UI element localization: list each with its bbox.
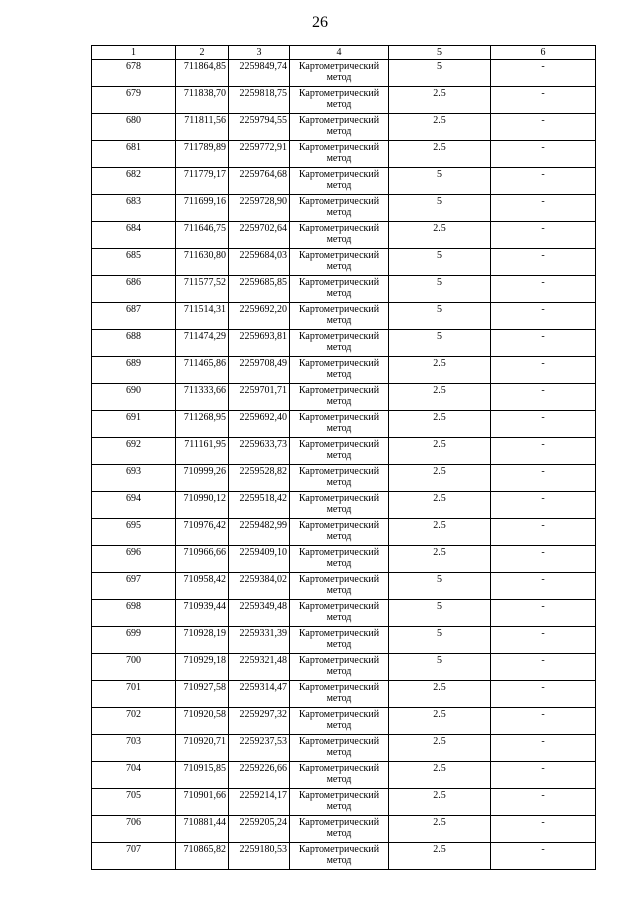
method-cell: Картометрический метод <box>290 600 389 627</box>
method-cell: Картометрический метод <box>290 816 389 843</box>
y-coordinate-cell: 2259321,48 <box>229 654 290 681</box>
method-cell: Картометрический метод <box>290 411 389 438</box>
y-coordinate-cell: 2259409,10 <box>229 546 290 573</box>
point-number-cell: 680 <box>92 114 176 141</box>
note-cell: - <box>491 492 596 519</box>
point-number-cell: 704 <box>92 762 176 789</box>
column-header: 4 <box>290 46 389 60</box>
x-coordinate-cell: 711838,70 <box>176 87 229 114</box>
note-cell: - <box>491 789 596 816</box>
point-number-cell: 690 <box>92 384 176 411</box>
method-cell: Картометрический метод <box>290 627 389 654</box>
table-row <box>92 789 596 816</box>
point-number-cell: 706 <box>92 816 176 843</box>
accuracy-cell: 2.5 <box>389 816 491 843</box>
table-row <box>92 519 596 546</box>
x-coordinate-cell: 711577,52 <box>176 276 229 303</box>
x-coordinate-cell: 711646,75 <box>176 222 229 249</box>
y-coordinate-cell: 2259701,71 <box>229 384 290 411</box>
note-cell: - <box>491 681 596 708</box>
point-number-cell: 698 <box>92 600 176 627</box>
method-cell: Картометрический метод <box>290 681 389 708</box>
accuracy-cell: 5 <box>389 600 491 627</box>
table-row <box>92 303 596 330</box>
x-coordinate-cell: 711699,16 <box>176 195 229 222</box>
note-cell: - <box>491 627 596 654</box>
table-row <box>92 843 596 870</box>
x-coordinate-cell: 710865,82 <box>176 843 229 870</box>
y-coordinate-cell: 2259764,68 <box>229 168 290 195</box>
accuracy-cell: 2.5 <box>389 222 491 249</box>
point-number-cell: 692 <box>92 438 176 465</box>
table-row <box>92 600 596 627</box>
note-cell: - <box>491 222 596 249</box>
page-number: 26 <box>312 14 328 31</box>
accuracy-cell: 5 <box>389 573 491 600</box>
note-cell: - <box>491 465 596 492</box>
y-coordinate-cell: 2259331,39 <box>229 627 290 654</box>
x-coordinate-cell: 711474,29 <box>176 330 229 357</box>
table-row <box>92 654 596 681</box>
y-coordinate-cell: 2259384,02 <box>229 573 290 600</box>
note-cell: - <box>491 411 596 438</box>
y-coordinate-cell: 2259180,53 <box>229 843 290 870</box>
accuracy-cell: 2.5 <box>389 546 491 573</box>
method-cell: Картометрический метод <box>290 573 389 600</box>
accuracy-cell: 2.5 <box>389 708 491 735</box>
x-coordinate-cell: 710928,19 <box>176 627 229 654</box>
y-coordinate-cell: 2259237,53 <box>229 735 290 762</box>
accuracy-cell: 2.5 <box>389 141 491 168</box>
table-row <box>92 168 596 195</box>
accuracy-cell: 2.5 <box>389 384 491 411</box>
header-row <box>92 46 596 60</box>
note-cell: - <box>491 357 596 384</box>
x-coordinate-cell: 711333,66 <box>176 384 229 411</box>
method-cell: Картометрический метод <box>290 492 389 519</box>
x-coordinate-cell: 711514,31 <box>176 303 229 330</box>
x-coordinate-cell: 710920,71 <box>176 735 229 762</box>
note-cell: - <box>491 249 596 276</box>
accuracy-cell: 2.5 <box>389 357 491 384</box>
method-cell: Картометрический метод <box>290 708 389 735</box>
note-cell: - <box>491 573 596 600</box>
method-cell: Картометрический метод <box>290 735 389 762</box>
table-row <box>92 141 596 168</box>
point-number-cell: 679 <box>92 87 176 114</box>
y-coordinate-cell: 2259794,55 <box>229 114 290 141</box>
point-number-cell: 684 <box>92 222 176 249</box>
y-coordinate-cell: 2259728,90 <box>229 195 290 222</box>
method-cell: Картометрический метод <box>290 195 389 222</box>
note-cell: - <box>491 195 596 222</box>
point-number-cell: 701 <box>92 681 176 708</box>
accuracy-cell: 5 <box>389 627 491 654</box>
method-cell: Картометрический метод <box>290 357 389 384</box>
method-cell: Картометрический метод <box>290 87 389 114</box>
table-row <box>92 357 596 384</box>
y-coordinate-cell: 2259772,91 <box>229 141 290 168</box>
y-coordinate-cell: 2259528,82 <box>229 465 290 492</box>
point-number-cell: 689 <box>92 357 176 384</box>
point-number-cell: 686 <box>92 276 176 303</box>
table-row <box>92 627 596 654</box>
method-cell: Картометрический метод <box>290 465 389 492</box>
point-number-cell: 681 <box>92 141 176 168</box>
x-coordinate-cell: 710976,42 <box>176 519 229 546</box>
point-number-cell: 699 <box>92 627 176 654</box>
table-row <box>92 276 596 303</box>
accuracy-cell: 5 <box>389 303 491 330</box>
y-coordinate-cell: 2259297,32 <box>229 708 290 735</box>
x-coordinate-cell: 710915,85 <box>176 762 229 789</box>
point-number-cell: 683 <box>92 195 176 222</box>
point-number-cell: 702 <box>92 708 176 735</box>
column-header: 3 <box>229 46 290 60</box>
note-cell: - <box>491 843 596 870</box>
table-row <box>92 681 596 708</box>
x-coordinate-cell: 710939,44 <box>176 600 229 627</box>
accuracy-cell: 2.5 <box>389 411 491 438</box>
table-row <box>92 249 596 276</box>
accuracy-cell: 5 <box>389 654 491 681</box>
accuracy-cell: 2.5 <box>389 789 491 816</box>
point-number-cell: 688 <box>92 330 176 357</box>
note-cell: - <box>491 141 596 168</box>
x-coordinate-cell: 711864,85 <box>176 60 229 87</box>
y-coordinate-cell: 2259692,40 <box>229 411 290 438</box>
table-row <box>92 762 596 789</box>
y-coordinate-cell: 2259214,17 <box>229 789 290 816</box>
point-number-cell: 707 <box>92 843 176 870</box>
x-coordinate-cell: 711811,56 <box>176 114 229 141</box>
x-coordinate-cell: 711779,17 <box>176 168 229 195</box>
x-coordinate-cell: 710927,58 <box>176 681 229 708</box>
x-coordinate-cell: 710901,66 <box>176 789 229 816</box>
table-row <box>92 465 596 492</box>
column-header: 1 <box>92 46 176 60</box>
method-cell: Картометрический метод <box>290 249 389 276</box>
accuracy-cell: 2.5 <box>389 843 491 870</box>
point-number-cell: 685 <box>92 249 176 276</box>
y-coordinate-cell: 2259684,03 <box>229 249 290 276</box>
note-cell: - <box>491 600 596 627</box>
table-row <box>92 114 596 141</box>
method-cell: Картометрический метод <box>290 276 389 303</box>
point-number-cell: 682 <box>92 168 176 195</box>
accuracy-cell: 2.5 <box>389 762 491 789</box>
table-body <box>92 60 596 870</box>
y-coordinate-cell: 2259692,20 <box>229 303 290 330</box>
method-cell: Картометрический метод <box>290 654 389 681</box>
note-cell: - <box>491 816 596 843</box>
method-cell: Картометрический метод <box>290 384 389 411</box>
method-cell: Картометрический метод <box>290 141 389 168</box>
x-coordinate-cell: 710881,44 <box>176 816 229 843</box>
method-cell: Картометрический метод <box>290 789 389 816</box>
accuracy-cell: 2.5 <box>389 114 491 141</box>
table-row <box>92 573 596 600</box>
method-cell: Картометрический метод <box>290 303 389 330</box>
point-number-cell: 696 <box>92 546 176 573</box>
method-cell: Картометрический метод <box>290 438 389 465</box>
note-cell: - <box>491 762 596 789</box>
table-row <box>92 195 596 222</box>
point-number-cell: 695 <box>92 519 176 546</box>
y-coordinate-cell: 2259482,99 <box>229 519 290 546</box>
accuracy-cell: 5 <box>389 195 491 222</box>
table-row <box>92 87 596 114</box>
point-number-cell: 691 <box>92 411 176 438</box>
note-cell: - <box>491 114 596 141</box>
method-cell: Картометрический метод <box>290 168 389 195</box>
table-row <box>92 492 596 519</box>
accuracy-cell: 5 <box>389 330 491 357</box>
accuracy-cell: 5 <box>389 60 491 87</box>
y-coordinate-cell: 2259349,48 <box>229 600 290 627</box>
point-number-cell: 693 <box>92 465 176 492</box>
y-coordinate-cell: 2259849,74 <box>229 60 290 87</box>
accuracy-cell: 2.5 <box>389 87 491 114</box>
accuracy-cell: 2.5 <box>389 438 491 465</box>
point-number-cell: 687 <box>92 303 176 330</box>
table-row <box>92 60 596 87</box>
method-cell: Картометрический метод <box>290 762 389 789</box>
point-number-cell: 694 <box>92 492 176 519</box>
table-header <box>92 46 596 60</box>
accuracy-cell: 2.5 <box>389 735 491 762</box>
point-number-cell: 678 <box>92 60 176 87</box>
coordinates-table <box>91 45 596 870</box>
y-coordinate-cell: 2259314,47 <box>229 681 290 708</box>
accuracy-cell: 5 <box>389 276 491 303</box>
x-coordinate-cell: 710999,26 <box>176 465 229 492</box>
method-cell: Картометрический метод <box>290 114 389 141</box>
table-row <box>92 222 596 249</box>
y-coordinate-cell: 2259702,64 <box>229 222 290 249</box>
method-cell: Картометрический метод <box>290 330 389 357</box>
table-row <box>92 330 596 357</box>
y-coordinate-cell: 2259633,73 <box>229 438 290 465</box>
column-header: 5 <box>389 46 491 60</box>
accuracy-cell: 5 <box>389 168 491 195</box>
point-number-cell: 700 <box>92 654 176 681</box>
note-cell: - <box>491 735 596 762</box>
accuracy-cell: 2.5 <box>389 681 491 708</box>
note-cell: - <box>491 330 596 357</box>
point-number-cell: 697 <box>92 573 176 600</box>
note-cell: - <box>491 384 596 411</box>
note-cell: - <box>491 519 596 546</box>
table-row <box>92 438 596 465</box>
note-cell: - <box>491 546 596 573</box>
accuracy-cell: 2.5 <box>389 519 491 546</box>
x-coordinate-cell: 711161,95 <box>176 438 229 465</box>
y-coordinate-cell: 2259818,75 <box>229 87 290 114</box>
method-cell: Картометрический метод <box>290 519 389 546</box>
accuracy-cell: 2.5 <box>389 492 491 519</box>
method-cell: Картометрический метод <box>290 60 389 87</box>
accuracy-cell: 2.5 <box>389 465 491 492</box>
note-cell: - <box>491 60 596 87</box>
point-number-cell: 703 <box>92 735 176 762</box>
note-cell: - <box>491 276 596 303</box>
x-coordinate-cell: 711268,95 <box>176 411 229 438</box>
x-coordinate-cell: 710966,66 <box>176 546 229 573</box>
note-cell: - <box>491 438 596 465</box>
y-coordinate-cell: 2259685,85 <box>229 276 290 303</box>
note-cell: - <box>491 168 596 195</box>
y-coordinate-cell: 2259518,42 <box>229 492 290 519</box>
y-coordinate-cell: 2259693,81 <box>229 330 290 357</box>
x-coordinate-cell: 710990,12 <box>176 492 229 519</box>
y-coordinate-cell: 2259226,66 <box>229 762 290 789</box>
table-row <box>92 735 596 762</box>
method-cell: Картометрический метод <box>290 222 389 249</box>
note-cell: - <box>491 654 596 681</box>
table-row <box>92 411 596 438</box>
column-header: 2 <box>176 46 229 60</box>
x-coordinate-cell: 710929,18 <box>176 654 229 681</box>
accuracy-cell: 5 <box>389 249 491 276</box>
table-row <box>92 816 596 843</box>
method-cell: Картометрический метод <box>290 843 389 870</box>
column-header: 6 <box>491 46 596 60</box>
note-cell: - <box>491 87 596 114</box>
table-row <box>92 708 596 735</box>
x-coordinate-cell: 710958,42 <box>176 573 229 600</box>
x-coordinate-cell: 710920,58 <box>176 708 229 735</box>
x-coordinate-cell: 711465,86 <box>176 357 229 384</box>
point-number-cell: 705 <box>92 789 176 816</box>
y-coordinate-cell: 2259205,24 <box>229 816 290 843</box>
note-cell: - <box>491 708 596 735</box>
y-coordinate-cell: 2259708,49 <box>229 357 290 384</box>
method-cell: Картометрический метод <box>290 546 389 573</box>
x-coordinate-cell: 711630,80 <box>176 249 229 276</box>
table-row <box>92 546 596 573</box>
x-coordinate-cell: 711789,89 <box>176 141 229 168</box>
table-row <box>92 384 596 411</box>
note-cell: - <box>491 303 596 330</box>
